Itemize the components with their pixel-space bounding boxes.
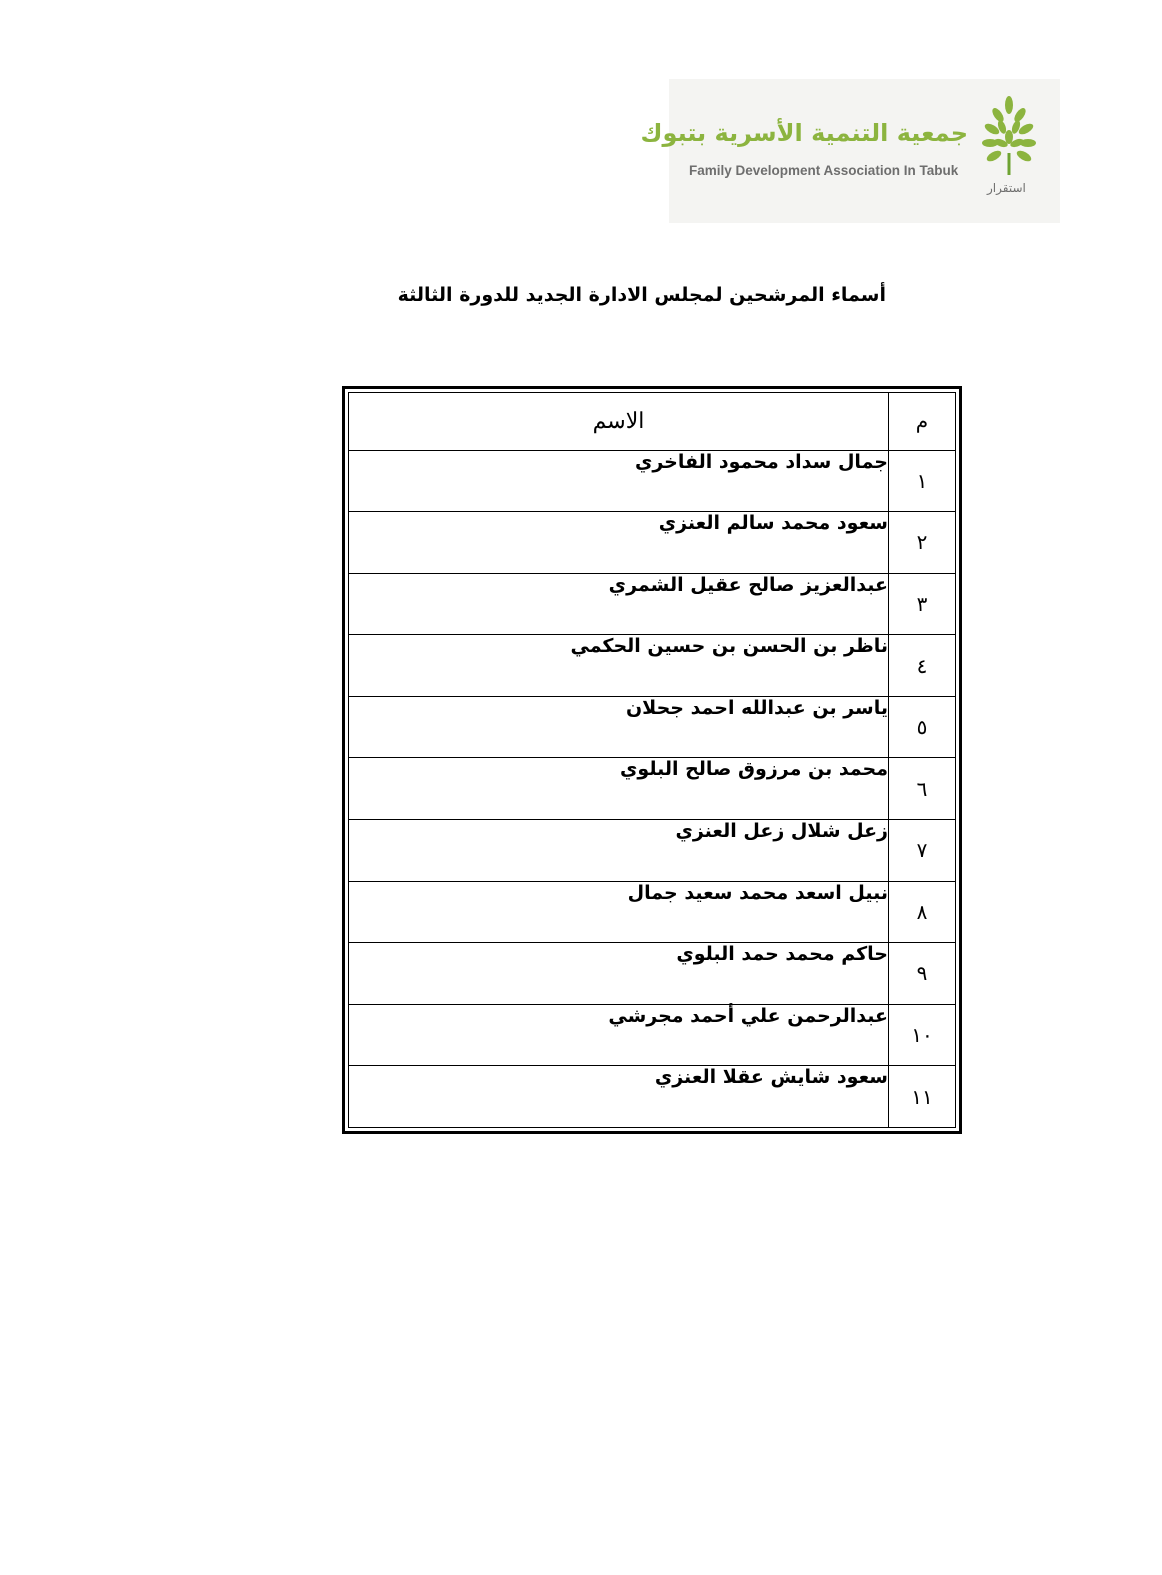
header-number: م	[889, 393, 956, 451]
page-title: أسماء المرشحين لمجلس الادارة الجديد للدورة الثالثة	[397, 284, 886, 306]
candidate-name: حاكم محمد حمد البلوي	[349, 943, 889, 1005]
candidate-name: جمال سداد محمود الفاخري	[349, 450, 889, 512]
candidate-name: ياسر بن عبدالله احمد جحلان	[349, 696, 889, 758]
table-row	[349, 512, 956, 574]
row-number: ٨	[889, 881, 956, 943]
header-name: الاسم	[349, 393, 889, 451]
table-row	[349, 1004, 956, 1066]
row-number: ٧	[889, 820, 956, 882]
table-header-row	[349, 393, 956, 451]
row-number: ٥	[889, 696, 956, 758]
association-english-name: Family Development Association In Tabuk	[689, 163, 959, 178]
candidates-table	[348, 392, 956, 1128]
row-number: ٢	[889, 512, 956, 574]
table-row	[349, 696, 956, 758]
candidate-name: عبدالعزيز صالح عقيل الشمري	[349, 573, 889, 635]
table-row	[349, 943, 956, 1005]
candidate-name: ناظر بن الحسن بن حسين الحكمي	[349, 635, 889, 697]
row-number: ١٠	[889, 1004, 956, 1066]
candidate-name: نبيل اسعد محمد سعيد جمال	[349, 881, 889, 943]
candidate-name: محمد بن مرزوق صالح البلوي	[349, 758, 889, 820]
association-logo	[640, 79, 1060, 223]
row-number: ٣	[889, 573, 956, 635]
row-number: ٤	[889, 635, 956, 697]
table-row	[349, 881, 956, 943]
table-row	[349, 820, 956, 882]
table-row	[349, 450, 956, 512]
association-arabic-name: جمعية التنمية الأسرية بتبوك	[640, 119, 968, 147]
row-number: ١	[889, 450, 956, 512]
candidate-name: عبدالرحمن علي أحمد مجرشي	[349, 1004, 889, 1066]
row-number: ٦	[889, 758, 956, 820]
logo-tagline: استقرار	[987, 181, 1026, 195]
table-row	[349, 758, 956, 820]
candidate-name: زعل شلال زعل العنزي	[349, 820, 889, 882]
row-number: ٩	[889, 943, 956, 1005]
table-row	[349, 1066, 956, 1128]
row-number: ١١	[889, 1066, 956, 1128]
candidate-name: سعود شايش عقلا العنزي	[349, 1066, 889, 1128]
table-row	[349, 573, 956, 635]
candidates-table-frame	[342, 386, 962, 1134]
table-row	[349, 635, 956, 697]
candidate-name: سعود محمد سالم العنزي	[349, 512, 889, 574]
